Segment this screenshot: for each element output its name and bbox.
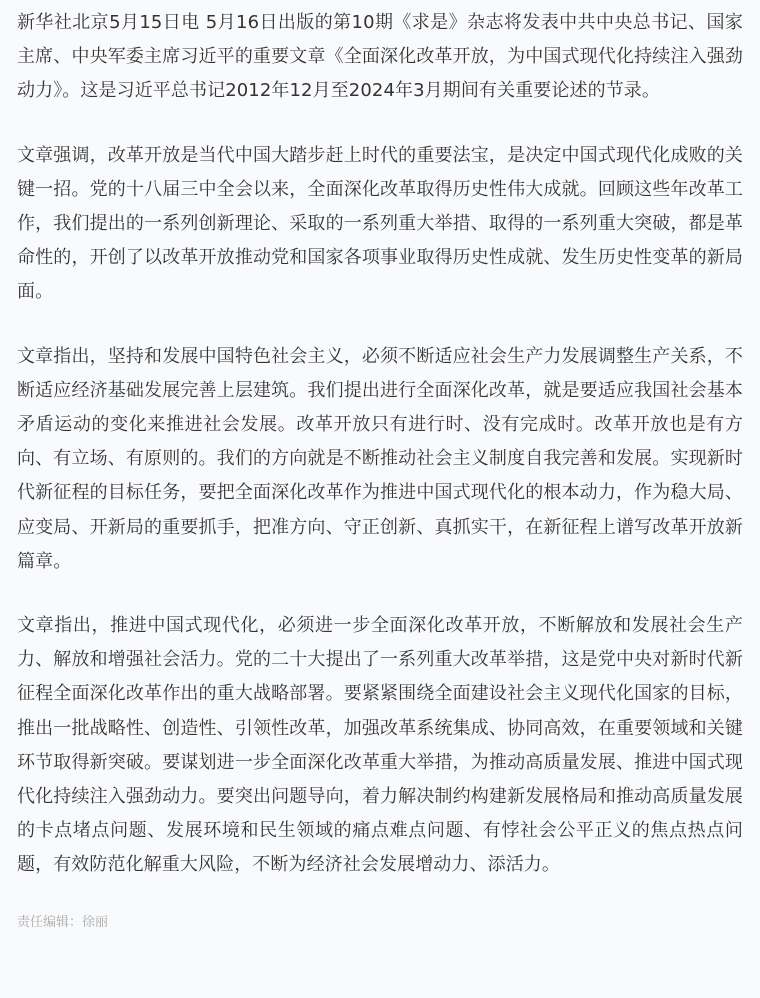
editor-credit: 责任编辑：徐丽 <box>17 914 109 930</box>
article-paragraph-intro: 新华社北京5月15日电 5月16日出版的第10期《求是》杂志将发表中共中央总书记、国家主席、中央军委主席习近平的重要文章《全面深化改革开放，为中国式现代化持续注入强劲动力》。这是习近平总书记2012年12月至2024年3月期间有关重要论述的节录。 <box>17 12 743 102</box>
article-paragraph-2: 文章强调，改革开放是当代中国大踏步赶上时代的重要法宝，是决定中国式现代化成败的关键一招。党的十八届三中全会以来，全面深化改革取得历史性伟大成就。回顾这些年改革工作，我们提出的一系列创新理论、采取的一系列重大举措、取得的一系列重大突破，都是革命性的，开创了以改革开放推动党和国家各项事业取得历史性成就、发生历史性变革的新局面。 <box>17 144 743 303</box>
article-paragraph-3: 文章指出，坚持和发展中国特色社会主义，必须不断适应社会生产力发展调整生产关系，不断适应经济基础发展完善上层建筑。我们提出进行全面深化改革，就是要适应我国社会基本矛盾运动的变化来推进社会发展。改革开放只有进行时、没有完成时。改革开放也是有方向、有立场、有原则的。我们的方向就是不断推动社会主义制度自我完善和发展。实现新时代新征程的目标任务，要把全面深化改革作为推进中国式现代化的根本动力，作为稳大局、应变局、开新局的重要抓手，把准方向、守正创新、真抓实干，在新征程上谱写改革开放新篇章。 <box>17 345 743 572</box>
article-paragraph-4: 文章指出，推进中国式现代化，必须进一步全面深化改革开放，不断解放和发展社会生产力、解放和增强社会活力。党的二十大提出了一系列重大改革举措，这是党中央对新时代新征程全面深化改革作出的重大战略部署。要紧紧围绕全面建设社会主义现代化国家的目标，推出一批战略性、创造性、引领性改革，加强改革系统集成、协同高效，在重要领域和关键环节取得新突破。要谋划进一步全面深化改革重大举措，为推动高质量发展、推进中国式现代化持续注入强劲动力。要突出问题导向，着力解决制约构建新发展格局和推动高质量发展的卡点堵点问题、发展环境和民生领域的痛点难点问题、有悖社会公平正义的焦点热点问题，有效防范化解重大风险，不断为经济社会发展增动力、添活力。 <box>17 615 743 876</box>
